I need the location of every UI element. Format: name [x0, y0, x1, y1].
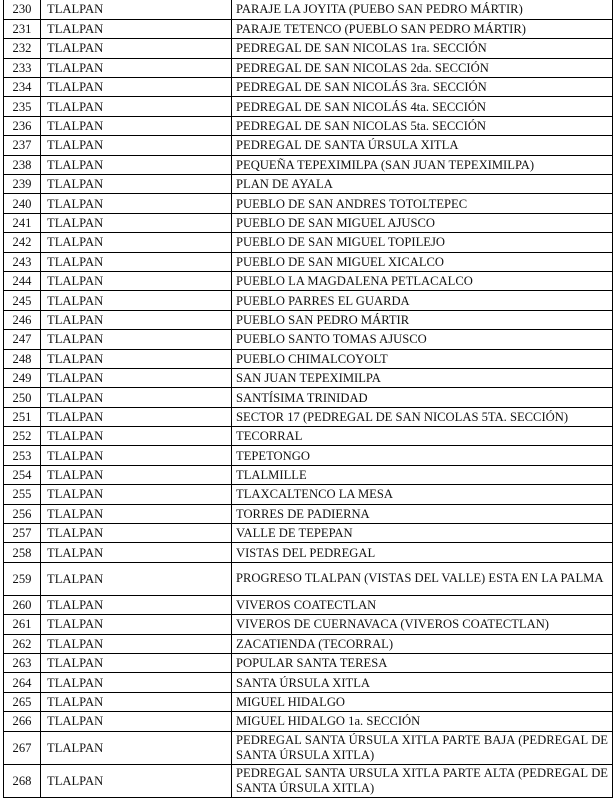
row-number-cell: 230 [4, 0, 41, 19]
row-number-cell: 258 [4, 543, 41, 562]
table-row [4, 175, 613, 194]
colonia-cell: TEPETONGO [232, 446, 613, 465]
table-row [4, 388, 613, 407]
row-number-cell: 232 [4, 39, 41, 58]
table-row [4, 155, 613, 174]
row-number-cell: 266 [4, 712, 41, 731]
alcaldia-cell: TLALPAN [41, 291, 232, 310]
table-row [4, 291, 613, 310]
table-row [4, 78, 613, 97]
colonia-cell: PEDREGAL DE SAN NICOLAS 2da. SECCIÓN [232, 58, 613, 77]
row-number-cell: 253 [4, 446, 41, 465]
colonia-cell: PUEBLO DE SAN MIGUEL AJUSCO [232, 213, 613, 232]
row-number-cell: 239 [4, 175, 41, 194]
alcaldia-cell: TLALPAN [41, 349, 232, 368]
table-row [4, 213, 613, 232]
row-number-cell: 265 [4, 692, 41, 711]
table-row [4, 194, 613, 213]
table-row [4, 349, 613, 368]
table-row [4, 39, 613, 58]
colonia-cell: PUEBLO PARRES EL GUARDA [232, 291, 613, 310]
colonia-cell: MIGUEL HIDALGO 1a. SECCIÓN [232, 712, 613, 731]
colonia-cell: PUEBLO LA MAGDALENA PETLACALCO [232, 271, 613, 290]
alcaldia-cell: TLALPAN [41, 310, 232, 329]
table-row [4, 673, 613, 692]
table-row [4, 136, 613, 155]
table-body [4, 0, 613, 797]
row-number-cell: 250 [4, 388, 41, 407]
table-row [4, 407, 613, 426]
colonia-cell: PEDREGAL DE SAN NICOLÁS 4ta. SECCIÓN [232, 97, 613, 116]
row-number-cell: 256 [4, 504, 41, 523]
colonia-cell: POPULAR SANTA TERESA [232, 654, 613, 673]
row-number-cell: 261 [4, 615, 41, 634]
table-row [4, 58, 613, 77]
colonia-cell: PLAN DE AYALA [232, 175, 613, 194]
colonia-cell: PUEBLO DE SAN MIGUEL TOPILEJO [232, 233, 613, 252]
alcaldia-cell: TLALPAN [41, 155, 232, 174]
alcaldia-cell: TLALPAN [41, 543, 232, 562]
row-number-cell: 257 [4, 524, 41, 543]
colonia-cell: VIVEROS COATECTLAN [232, 595, 613, 614]
alcaldia-cell: TLALPAN [41, 595, 232, 614]
colonia-cell: PARAJE LA JOYITA (PUEBO SAN PEDRO MÁRTIR) [232, 0, 613, 19]
table-row [4, 764, 613, 797]
colonia-cell: TORRES DE PADIERNA [232, 504, 613, 523]
table-row [4, 692, 613, 711]
alcaldia-cell: TLALPAN [41, 368, 232, 387]
alcaldia-cell: TLALPAN [41, 524, 232, 543]
table-row [4, 271, 613, 290]
row-number-cell: 245 [4, 291, 41, 310]
row-number-cell: 243 [4, 252, 41, 271]
row-number-cell: 252 [4, 427, 41, 446]
table-row [4, 504, 613, 523]
alcaldia-cell: TLALPAN [41, 271, 232, 290]
row-number-cell: 235 [4, 97, 41, 116]
table-row [4, 634, 613, 653]
row-number-cell: 240 [4, 194, 41, 213]
row-number-cell: 246 [4, 310, 41, 329]
colonia-cell: PUEBLO DE SAN MIGUEL XICALCO [232, 252, 613, 271]
table-row [4, 446, 613, 465]
alcaldia-cell: TLALPAN [41, 712, 232, 731]
table-row [4, 368, 613, 387]
colonia-cell: VALLE DE TEPEPAN [232, 524, 613, 543]
colonia-cell: SAN JUAN TEPEXIMILPA [232, 368, 613, 387]
row-number-cell: 236 [4, 116, 41, 135]
table-row [4, 252, 613, 271]
table-row [4, 116, 613, 135]
colonia-cell: MIGUEL HIDALGO [232, 692, 613, 711]
alcaldia-cell: TLALPAN [41, 233, 232, 252]
colonia-cell: SECTOR 17 (PEDREGAL DE SAN NICOLAS 5TA. SECCIÓN) [232, 407, 613, 426]
alcaldia-cell: TLALPAN [41, 39, 232, 58]
alcaldia-cell: TLALPAN [41, 213, 232, 232]
table-row [4, 310, 613, 329]
alcaldia-cell: TLALPAN [41, 485, 232, 504]
table-row [4, 0, 613, 19]
colonia-cell: VISTAS DEL PEDREGAL [232, 543, 613, 562]
row-number-cell: 262 [4, 634, 41, 653]
table-row [4, 654, 613, 673]
row-number-cell: 255 [4, 485, 41, 504]
alcaldia-cell: TLALPAN [41, 764, 232, 797]
alcaldia-cell: TLALPAN [41, 19, 232, 38]
row-number-cell: 263 [4, 654, 41, 673]
row-number-cell: 244 [4, 271, 41, 290]
alcaldia-cell: TLALPAN [41, 252, 232, 271]
table-row [4, 562, 613, 595]
alcaldia-cell: TLALPAN [41, 116, 232, 135]
alcaldia-cell: TLALPAN [41, 504, 232, 523]
alcaldia-cell: TLALPAN [41, 692, 232, 711]
colonia-cell: PEQUEÑA TEPEXIMILPA (SAN JUAN TEPEXIMILPA) [232, 155, 613, 174]
row-number-cell: 264 [4, 673, 41, 692]
colonia-cell: PEDREGAL DE SAN NICOLAS 5ta. SECCIÓN [232, 116, 613, 135]
alcaldia-cell: TLALPAN [41, 78, 232, 97]
colonia-cell: PUEBLO SAN PEDRO MÁRTIR [232, 310, 613, 329]
colonia-cell: PUEBLO CHIMALCOYOLT [232, 349, 613, 368]
table-row [4, 712, 613, 731]
alcaldia-cell: TLALPAN [41, 615, 232, 634]
row-number-cell: 259 [4, 562, 41, 595]
alcaldia-cell: TLALPAN [41, 731, 232, 764]
row-number-cell: 248 [4, 349, 41, 368]
table-row [4, 19, 613, 38]
alcaldia-cell: TLALPAN [41, 427, 232, 446]
colonia-cell: PUEBLO SANTO TOMAS AJUSCO [232, 330, 613, 349]
row-number-cell: 231 [4, 19, 41, 38]
table-row [4, 330, 613, 349]
alcaldia-cell: TLALPAN [41, 634, 232, 653]
table-row [4, 543, 613, 562]
colonia-cell: PEDREGAL DE SAN NICOLÁS 3ra. SECCIÓN [232, 78, 613, 97]
alcaldia-cell: TLALPAN [41, 446, 232, 465]
colonia-cell: PEDREGAL SANTA URSULA XITLA PARTE ALTA (PEDREGAL DE SANTA ÚRSULA XITLA) [232, 764, 613, 797]
row-number-cell: 249 [4, 368, 41, 387]
colonia-cell: PUEBLO DE SAN ANDRES TOTOLTEPEC [232, 194, 613, 213]
alcaldia-cell: TLALPAN [41, 388, 232, 407]
row-number-cell: 251 [4, 407, 41, 426]
alcaldia-cell: TLALPAN [41, 407, 232, 426]
row-number-cell: 234 [4, 78, 41, 97]
colonia-cell: ZACATIENDA (TECORRAL) [232, 634, 613, 653]
colonia-cell: SANTÍSIMA TRINIDAD [232, 388, 613, 407]
colonia-cell: PEDREGAL SANTA ÚRSULA XITLA PARTE BAJA (PEDREGAL DE SANTA ÚRSULA XITLA) [232, 731, 613, 764]
colonias-table [3, 0, 613, 798]
table-row [4, 524, 613, 543]
alcaldia-cell: TLALPAN [41, 465, 232, 484]
alcaldia-cell: TLALPAN [41, 97, 232, 116]
row-number-cell: 237 [4, 136, 41, 155]
table-row [4, 233, 613, 252]
table-row [4, 615, 613, 634]
row-number-cell: 241 [4, 213, 41, 232]
row-number-cell: 242 [4, 233, 41, 252]
alcaldia-cell: TLALPAN [41, 654, 232, 673]
row-number-cell: 267 [4, 731, 41, 764]
table-row [4, 485, 613, 504]
alcaldia-cell: TLALPAN [41, 175, 232, 194]
colonia-cell: TLALMILLE [232, 465, 613, 484]
table-row [4, 731, 613, 764]
row-number-cell: 260 [4, 595, 41, 614]
colonia-cell: PEDREGAL DE SANTA ÚRSULA XITLA [232, 136, 613, 155]
row-number-cell: 238 [4, 155, 41, 174]
colonia-cell: PROGRESO TLALPAN (VISTAS DEL VALLE) ESTA EN LA PALMA [232, 562, 613, 595]
colonia-cell: SANTA ÚRSULA XITLA [232, 673, 613, 692]
alcaldia-cell: TLALPAN [41, 673, 232, 692]
alcaldia-cell: TLALPAN [41, 0, 232, 19]
table-row [4, 595, 613, 614]
row-number-cell: 268 [4, 764, 41, 797]
table-row [4, 465, 613, 484]
alcaldia-cell: TLALPAN [41, 58, 232, 77]
colonia-cell: TLAXCALTENCO LA MESA [232, 485, 613, 504]
alcaldia-cell: TLALPAN [41, 194, 232, 213]
alcaldia-cell: TLALPAN [41, 330, 232, 349]
table-row [4, 97, 613, 116]
row-number-cell: 247 [4, 330, 41, 349]
alcaldia-cell: TLALPAN [41, 136, 232, 155]
colonia-cell: TECORRAL [232, 427, 613, 446]
colonia-cell: PEDREGAL DE SAN NICOLAS 1ra. SECCIÓN [232, 39, 613, 58]
table-row [4, 427, 613, 446]
colonia-cell: VIVEROS DE CUERNAVACA (VIVEROS COATECTLAN) [232, 615, 613, 634]
row-number-cell: 233 [4, 58, 41, 77]
row-number-cell: 254 [4, 465, 41, 484]
alcaldia-cell: TLALPAN [41, 562, 232, 595]
colonia-cell: PARAJE TETENCO (PUEBLO SAN PEDRO MÁRTIR) [232, 19, 613, 38]
